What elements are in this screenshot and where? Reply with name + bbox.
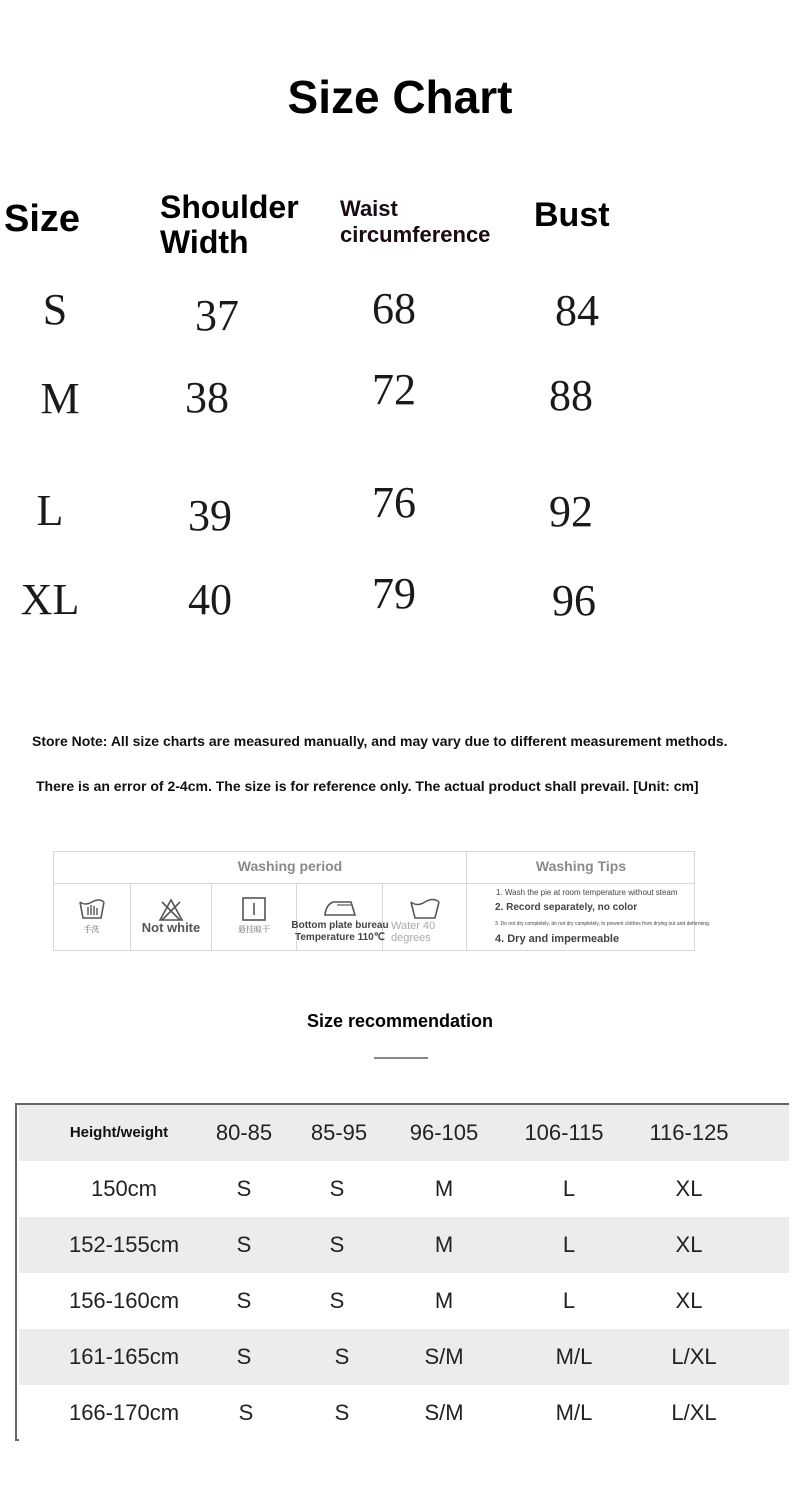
size-cell: S (329, 1176, 345, 1201)
bust-cell: 84 (555, 286, 599, 335)
size-cell: M/L (555, 1344, 593, 1369)
size-cell: XL (675, 1176, 703, 1201)
size-cell: M (434, 1176, 454, 1201)
table-row (19, 1217, 789, 1273)
shoulder-cell: 38 (185, 373, 229, 422)
wash-tip: 2. Record separately, no color (495, 902, 638, 913)
size-cell: S (329, 1232, 345, 1257)
line-dry-label: 悬挂晾干 (238, 925, 270, 934)
shoulder-cell: 37 (195, 291, 239, 340)
size-cell: XL (675, 1288, 703, 1313)
size-cell: S (334, 1344, 350, 1369)
no-bleach-label: Not white (141, 920, 201, 935)
height-cell: 156-160cm (68, 1288, 180, 1313)
size-cell: M (434, 1288, 454, 1313)
size-cell: S/M (424, 1344, 464, 1369)
height-cell: 161-165cm (68, 1344, 180, 1369)
wash-symbol-no-bleach (131, 884, 212, 950)
waist-cell: 72 (372, 365, 416, 414)
bust-cell: 88 (549, 371, 593, 420)
size-cell: S (334, 1400, 350, 1425)
size-cell: S (42, 285, 68, 334)
size-cell: L (562, 1232, 576, 1257)
wash-symbol-hand-wash (53, 884, 131, 950)
header-shoulder-line1: Shoulder (160, 189, 299, 225)
header-waist (340, 196, 520, 248)
header-shoulder-line2: Width (160, 224, 249, 260)
wash-tip: 3. Do not dry completely, do not dry completely, to prevent clothes from drying out and deforming. (495, 921, 711, 927)
table-row (19, 1385, 789, 1441)
height-cell: 166-170cm (68, 1400, 180, 1425)
line-dry-icon (241, 896, 267, 922)
size-cell: S/M (424, 1400, 464, 1425)
hand-wash-icon (77, 896, 107, 922)
header-weight: 80-85 (215, 1120, 273, 1145)
size-cell: L/XL (671, 1400, 717, 1425)
table-row (19, 1273, 789, 1329)
size-cell: S (238, 1400, 254, 1425)
error-note: There is an error of 2-4cm. The size is for reference only. The actual product shall prevail. [Unit: cm] (36, 778, 699, 794)
waist-cell: 76 (372, 478, 416, 527)
wash-symbol-iron (291, 884, 389, 950)
iron-label: Bottom plate bureau Temperature 110℃ (291, 920, 389, 943)
water-40-icon (408, 896, 442, 920)
size-cell: S (236, 1344, 252, 1369)
size-cell: L (562, 1176, 576, 1201)
size-cell: L (562, 1288, 576, 1313)
bust-cell: 96 (552, 576, 596, 625)
washing-tips-title: Washing Tips (535, 858, 627, 874)
header-shoulder-width (160, 190, 330, 260)
wash-symbol-water-40 (383, 884, 466, 950)
recommendation-title: Size recommendation (306, 1011, 494, 1031)
header-height-weight: Height/weight (69, 1124, 169, 1141)
size-cell: S (329, 1288, 345, 1313)
size-cell: M (40, 374, 80, 423)
size-cell: L/XL (671, 1344, 717, 1369)
water-40-label: Water 40 degrees (391, 920, 436, 944)
header-waist-line2: circumference (340, 222, 491, 247)
header-weight: 106-115 (524, 1120, 604, 1145)
bust-cell: 92 (549, 487, 593, 536)
size-cell: M/L (555, 1400, 593, 1425)
header-weight: 85-95 (310, 1120, 368, 1145)
table-row (19, 1161, 789, 1217)
page-title: Size Chart (287, 71, 513, 123)
size-cell: S (236, 1176, 252, 1201)
recommendation-table (15, 1103, 789, 1441)
shoulder-cell: 40 (188, 575, 232, 624)
table-header-row (19, 1105, 789, 1161)
size-cell: L (36, 486, 64, 535)
waist-cell: 79 (372, 569, 416, 618)
header-waist-line1: Waist (340, 196, 398, 221)
header-weight: 96-105 (409, 1120, 479, 1145)
wash-tip: 4. Dry and impermeable (495, 933, 620, 945)
shoulder-cell: 39 (188, 491, 232, 540)
header-bust: Bust (534, 196, 610, 234)
waist-cell: 68 (372, 284, 416, 333)
size-cell: S (236, 1232, 252, 1257)
size-cell: S (236, 1288, 252, 1313)
wash-tip: 1. Wash the pie at room temperature without steam (496, 888, 678, 897)
size-cell: XL (675, 1232, 703, 1257)
washing-period-title: Washing period (237, 858, 343, 874)
header-size: Size (4, 198, 81, 240)
no-bleach-icon (158, 898, 184, 922)
store-note: Store Note: All size charts are measured manually, and may vary due to different measurement methods. (32, 733, 728, 749)
table-row (19, 1329, 789, 1385)
height-cell: 150cm (90, 1176, 158, 1201)
size-cell: XL (20, 575, 80, 624)
height-cell: 152-155cm (68, 1232, 180, 1257)
iron-icon (323, 896, 357, 918)
header-weight: 116-125 (649, 1120, 729, 1145)
size-cell: M (434, 1232, 454, 1257)
hand-wash-label: 手洗 (83, 925, 100, 934)
title-underline (374, 1057, 428, 1059)
